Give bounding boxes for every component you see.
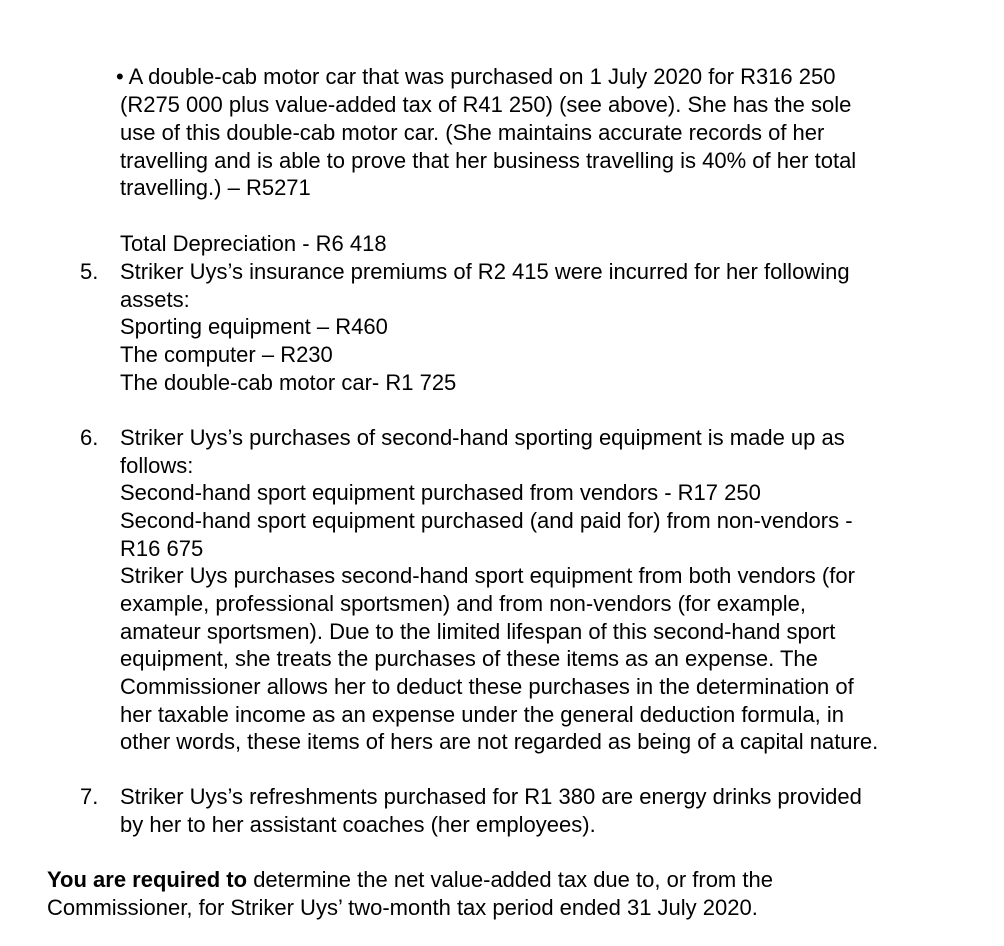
list-item-line: example, professional sportsmen) and from non-vendors (for example, (120, 591, 806, 616)
total-depreciation: Total Depreciation - R6 418 (120, 231, 387, 256)
list-item-line: equipment, she treats the purchases of these items as an expense. The (120, 646, 818, 671)
list-item-line: assets: (120, 287, 190, 312)
list-item-line: Striker Uys’s refreshments purchased for R1 380 are energy drinks provided (120, 784, 862, 809)
list-item-line: by her to her assistant coaches (her employees). (120, 812, 596, 837)
requirement-text: determine the net value-added tax due to, or from the (247, 867, 773, 892)
list-item-number: 6. (80, 425, 99, 450)
list-item-line: other words, these items of hers are not regarded as being of a capital nature. (120, 729, 879, 754)
requirement-line (47, 866, 773, 894)
list-item-line: Striker Uys’s insurance premiums of R2 415 were incurred for her following (120, 259, 850, 284)
bullet-item-line: travelling and is able to prove that her business travelling is 40% of her total (120, 148, 857, 173)
list-item-line: follows: (120, 453, 194, 478)
list-item-line: Second-hand sport equipment purchased (and paid for) from non-vendors - (120, 508, 853, 533)
list-item-line: Striker Uys purchases second-hand sport equipment from both vendors (for (120, 563, 855, 588)
list-item-line: Striker Uys’s purchases of second-hand sporting equipment is made up as (120, 425, 845, 450)
list-item-number: 5. (80, 259, 99, 284)
bullet-item-line: • A double-cab motor car that was purchased on 1 July 2020 for R316 250 (116, 64, 836, 89)
bullet-item-line: travelling.) – R5271 (120, 175, 311, 200)
list-item-line: The computer – R230 (120, 342, 333, 367)
list-item-line: The double-cab motor car- R1 725 (120, 370, 457, 395)
list-item-line: Sporting equipment – R460 (120, 314, 388, 339)
list-item-line: Second-hand sport equipment purchased from vendors - R17 250 (120, 480, 761, 505)
list-item-line: her taxable income as an expense under the general deduction formula, in (120, 702, 845, 727)
list-item-line: R16 675 (120, 536, 204, 561)
requirement-line: Commissioner, for Striker Uys’ two-month tax period ended 31 July 2020. (47, 895, 758, 920)
list-item-line: Commissioner allows her to deduct these purchases in the determination of (120, 674, 854, 699)
list-item-line: amateur sportsmen). Due to the limited lifespan of this second-hand sport (120, 619, 836, 644)
bullet-item-line: (R275 000 plus value-added tax of R41 250) (see above). She has the sole (120, 92, 852, 117)
requirement-bold-lead: You are required to (47, 867, 248, 892)
list-item-number: 7. (80, 784, 99, 809)
bullet-item-line: use of this double-cab motor car. (She maintains accurate records of her (120, 120, 825, 145)
